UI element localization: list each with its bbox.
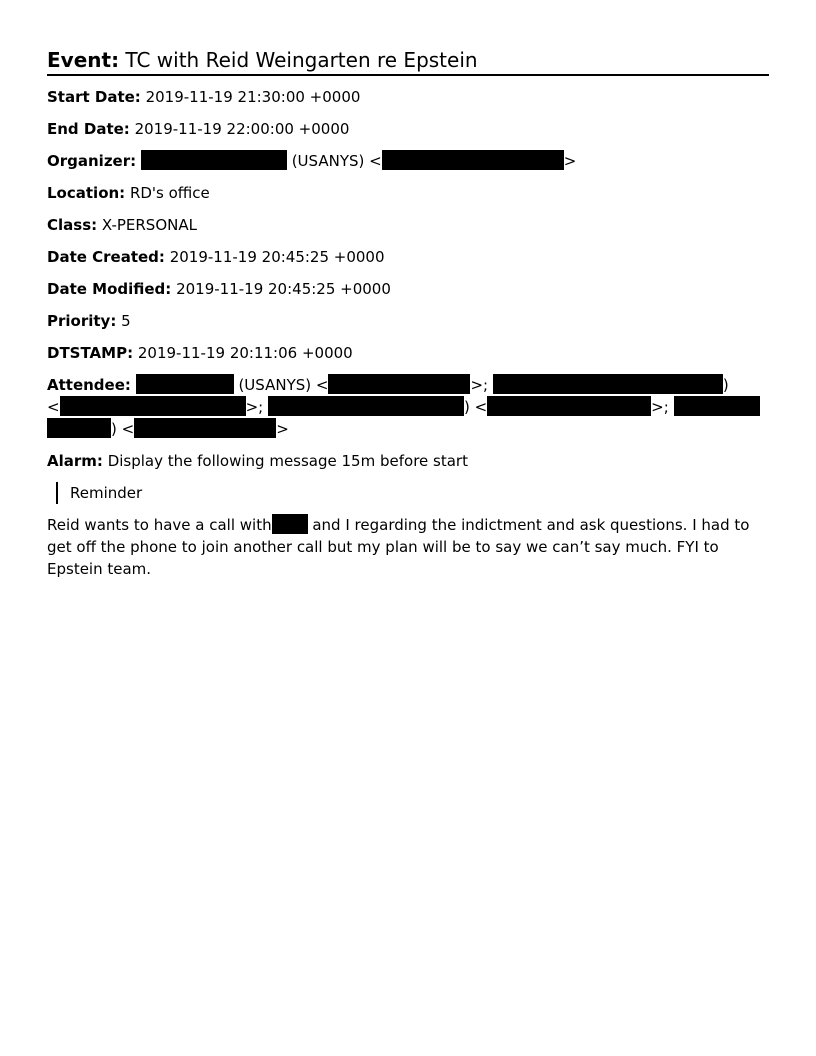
organizer-field <box>47 150 769 172</box>
attendee-field <box>47 374 769 440</box>
redaction-block <box>328 374 470 394</box>
redaction-block <box>47 418 111 438</box>
reminder-quote: Reminder <box>56 482 769 504</box>
event-label: Event: <box>47 48 120 72</box>
start-date-label: Start Date: <box>47 88 141 106</box>
date-created-label: Date Created: <box>47 248 165 266</box>
priority-label: Priority: <box>47 312 117 330</box>
end-date-label: End Date: <box>47 120 130 138</box>
attendee-text: (USANYS) < <box>238 376 329 394</box>
redaction-block <box>487 396 651 416</box>
attendee-text: >; <box>470 376 493 394</box>
location-value: RD's office <box>129 184 210 202</box>
date-modified-field <box>47 278 769 300</box>
description-part-1: Reid wants to have a call with <box>47 516 272 534</box>
attendee-line-1 <box>47 374 769 396</box>
organizer-label: Organizer: <box>47 152 137 170</box>
attendee-text: < <box>47 398 60 416</box>
alarm-value: Display the following message 15m before start <box>107 452 468 470</box>
end-date-field <box>47 118 769 140</box>
event-title-row <box>47 46 769 76</box>
redaction-block <box>382 150 564 170</box>
alarm-field <box>47 450 769 472</box>
redaction-block <box>493 374 723 394</box>
attendee-text: ) <box>722 376 729 394</box>
event-description <box>47 514 769 580</box>
end-date-value: 2019-11-19 22:00:00 +0000 <box>134 120 350 138</box>
redaction-block <box>272 514 308 534</box>
class-label: Class: <box>47 216 98 234</box>
redaction-block <box>136 374 234 394</box>
class-value: X-PERSONAL <box>101 216 197 234</box>
dtstamp-value: 2019-11-19 20:11:06 +0000 <box>137 344 353 362</box>
alarm-label: Alarm: <box>47 452 103 470</box>
redaction-block <box>141 150 287 170</box>
attendee-text: >; <box>651 398 674 416</box>
attendee-text: >; <box>245 398 268 416</box>
redaction-block <box>60 396 246 416</box>
calendar-event-document <box>47 46 769 580</box>
organizer-org: (USANYS) < <box>291 152 382 170</box>
redaction-block <box>134 418 276 438</box>
location-field <box>47 182 769 204</box>
class-field <box>47 214 769 236</box>
date-created-value: 2019-11-19 20:45:25 +0000 <box>169 248 385 266</box>
dtstamp-field <box>47 342 769 364</box>
attendee-text: ) < <box>111 420 135 438</box>
event-title: TC with Reid Weingarten re Epstein <box>125 48 478 72</box>
date-modified-value: 2019-11-19 20:45:25 +0000 <box>176 280 391 298</box>
attendee-line-2 <box>47 396 769 418</box>
attendee-label: Attendee: <box>47 376 131 394</box>
organizer-close: > <box>563 152 577 170</box>
attendee-line-3 <box>47 418 769 440</box>
priority-field <box>47 310 769 332</box>
start-date-field <box>47 86 769 108</box>
date-created-field <box>47 246 769 268</box>
priority-value: 5 <box>121 312 131 330</box>
location-label: Location: <box>47 184 126 202</box>
redaction-block <box>268 396 464 416</box>
redaction-block <box>674 396 760 416</box>
description-part-2: and I regarding the indictment and ask questions. I had to get off the phone to join another call but my plan will be to say we can’t say much. FYI to Epstein team. <box>47 516 750 578</box>
dtstamp-label: DTSTAMP: <box>47 344 134 362</box>
attendee-text: > <box>276 420 289 438</box>
start-date-value: 2019-11-19 21:30:00 +0000 <box>145 88 361 106</box>
attendee-text: ) < <box>463 398 488 416</box>
date-modified-label: Date Modified: <box>47 280 172 298</box>
